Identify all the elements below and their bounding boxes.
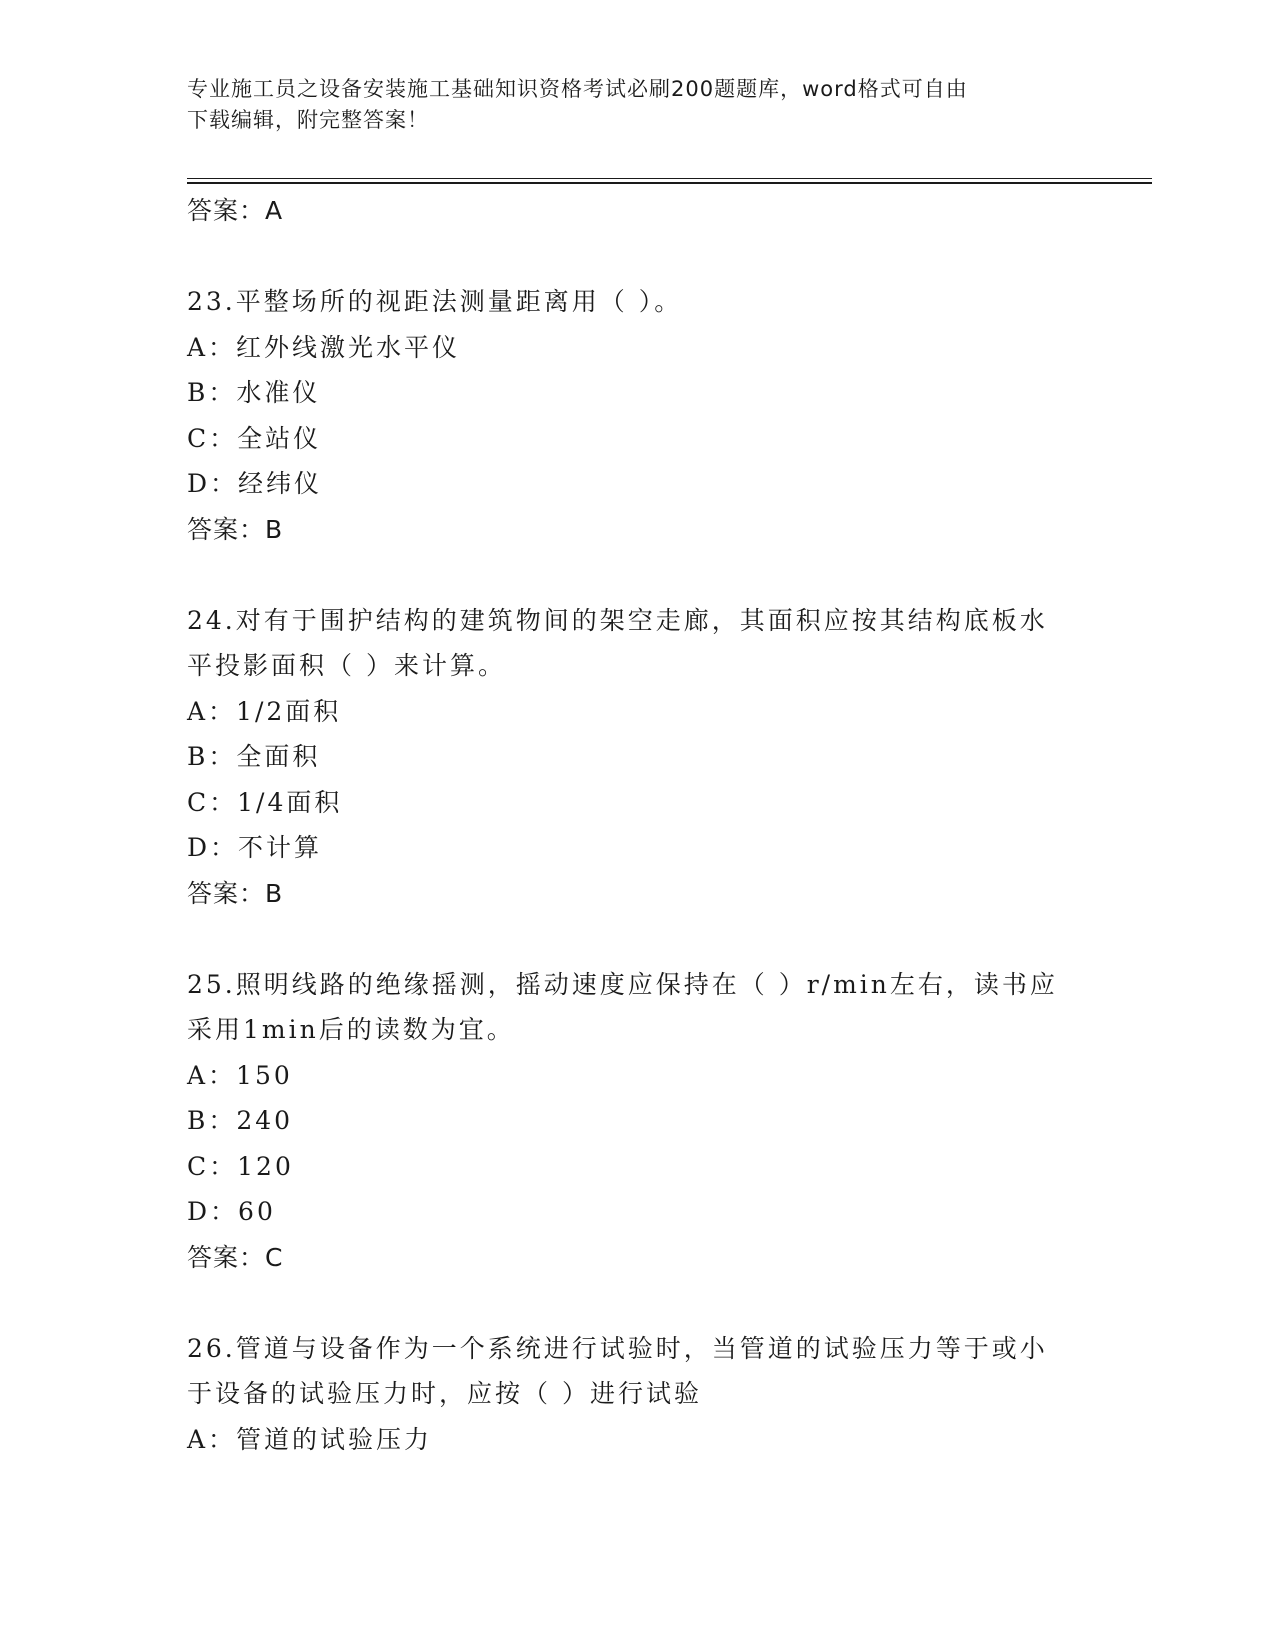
- question-text: 24.对有于围护结构的建筑物间的架空走廊，其面积应按其结构底板水: [187, 605, 1048, 635]
- option-d: D：60: [187, 1197, 276, 1226]
- spacer: [187, 1280, 1087, 1326]
- question-list: [187, 188, 1087, 1462]
- question-25: [187, 962, 1087, 1281]
- spacer: [187, 234, 1087, 280]
- option-a: A：150: [187, 1060, 293, 1090]
- option-c: C：1/4面积: [187, 787, 343, 817]
- question-text-cont: 平投影面积（ ）来计算。: [187, 651, 506, 680]
- option-d: D：经纬仪: [187, 469, 323, 498]
- header-line-2: 下载编辑，附完整答案！: [187, 108, 429, 132]
- option-a: A：红外线激光水平仪: [187, 332, 461, 362]
- option-b: B：水准仪: [187, 378, 321, 407]
- answer: 答案：B: [187, 878, 284, 908]
- spacer: [187, 552, 1087, 598]
- question-text: 23.平整场所的视距法测量距离用（ ）。: [187, 287, 683, 316]
- question-text-cont: 采用1min后的读数为宜。: [187, 1015, 515, 1044]
- option-a: A：管道的试验压力: [187, 1424, 433, 1454]
- option-c: C：全站仪: [187, 423, 322, 453]
- question-24: [187, 598, 1087, 917]
- option-a: A：1/2面积: [187, 696, 342, 726]
- option-b: B：全面积: [187, 742, 321, 771]
- header-divider-thick: [187, 182, 1152, 184]
- header-divider-thin: [187, 178, 1152, 179]
- option-b: B：240: [187, 1106, 294, 1135]
- answer: 答案：C: [187, 1242, 284, 1272]
- header-line-1: 专业施工员之设备安装施工基础知识资格考试必刷200题题库，word格式可自由: [187, 77, 968, 101]
- question-26: [187, 1326, 1087, 1463]
- question-text: 26.管道与设备作为一个系统进行试验时，当管道的试验压力等于或小: [187, 1333, 1048, 1363]
- option-d: D：不计算: [187, 833, 323, 862]
- answer: 答案：B: [187, 514, 284, 544]
- question-text-cont: 于设备的试验压力时，应按（ ）进行试验: [187, 1379, 702, 1408]
- spacer: [187, 916, 1087, 962]
- option-c: C：120: [187, 1151, 294, 1181]
- question-23: [187, 279, 1087, 552]
- document-header: [187, 74, 1087, 136]
- previous-answer: 答案：A: [187, 196, 284, 225]
- question-text: 25.照明线路的绝缘摇测，摇动速度应保持在（ ）r/min左右，读书应: [187, 969, 1058, 999]
